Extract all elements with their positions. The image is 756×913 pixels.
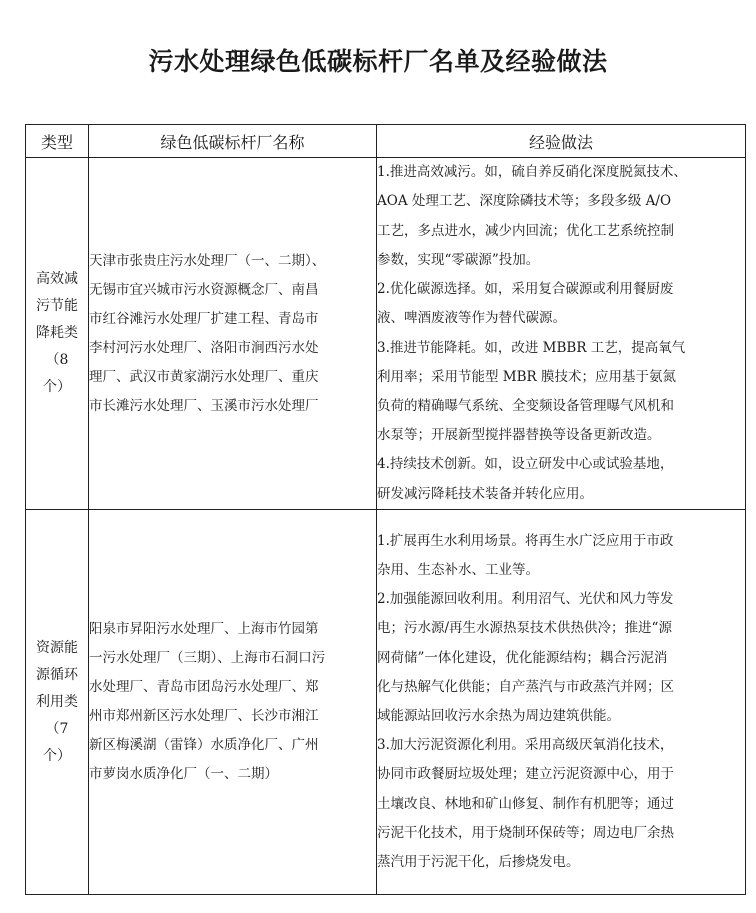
plant-line: 水处理厂、青岛市团岛污水处理厂、郑 — [89, 679, 319, 695]
plants-cell — [89, 158, 377, 510]
plants-cell — [89, 510, 377, 895]
type-line: 资源能 — [36, 639, 78, 656]
method-line: 负荷的精确曝气系统、全变频设备管理曝气风机和 — [377, 397, 674, 414]
type-line: 利用类 — [36, 693, 78, 710]
method-line: 2.加强能源回收利用。利用沼气、光伏和风力等发 — [377, 591, 674, 608]
method-line: 化与热解气化供能；自产蒸汽与市政蒸汽并网；区 — [377, 678, 674, 695]
plant-line: 阳泉市昇阳污水处理厂、上海市竹园第 — [89, 621, 319, 637]
plant-line: 新区梅溪湖（雷锋）水质净化厂、广州 — [89, 737, 319, 753]
table-row — [26, 158, 746, 510]
type-line: 源循环 — [36, 666, 78, 683]
method-line: 4.持续技术创新。如，设立研发中心或试验基地， — [377, 456, 674, 473]
plant-line: 市长滩污水处理厂、玉溪市污水处理厂 — [89, 397, 319, 414]
method-line: 1.扩展再生水利用场景。将再生水广泛应用于市政 — [377, 532, 674, 549]
plant-line: 市红谷滩污水处理厂扩建工程、青岛市 — [89, 310, 319, 327]
method-line: 网荷储”一体化建设，优化能源结构；耦合污泥消 — [377, 649, 668, 666]
method-line: 1.推进高效减污。如，硫自养反硝化深度脱氮技术、 — [377, 164, 687, 181]
page-title: 污水处理绿色低碳标杆厂名单及经验做法 — [148, 47, 608, 76]
method-line: 污泥干化技术，用于烧制环保砖等；周边电厂余热 — [377, 824, 674, 841]
type-line: （7 — [45, 720, 69, 737]
method-line: 域能源站回收污水余热为周边建筑供能。 — [377, 708, 620, 724]
type-cell — [26, 510, 89, 895]
method-line: 2.优化碳源选择。如，采用复合碳源或利用餐厨废 — [377, 281, 674, 298]
plant-line: 理厂、武汉市黄家湖污水处理厂、重庆 — [89, 368, 319, 385]
plant-line: 天津市张贵庄污水处理厂（一、二期）、 — [89, 252, 326, 269]
plant-line: 无锡市宜兴城市污水资源概念厂、南昌 — [89, 281, 319, 298]
method-line: 电；污水源/再生水源热泵技术供热供冷；推进“源 — [377, 620, 672, 637]
type-line: 高效减 — [36, 271, 78, 287]
plant-list-table — [25, 124, 746, 895]
table-row — [26, 510, 746, 895]
plant-line: 市萝岗水质净化厂（一、二期） — [89, 766, 278, 782]
type-cell — [26, 158, 89, 510]
type-line: （8 — [45, 352, 69, 368]
method-line: 水泵等；开展新型搅拌器替换等设备更新改造。 — [377, 427, 661, 444]
method-line: 工艺，多点进水，减少内回流；优化工艺系统控制 — [377, 222, 674, 239]
method-line: 液、啤酒废液等作为替代碳源。 — [377, 310, 566, 327]
type-line: 降耗类 — [36, 325, 78, 341]
method-line: 利用率；采用节能型 MBR 膜技术；应用基于氨氮 — [377, 368, 676, 385]
type-line: 个） — [43, 379, 71, 395]
method-line: 土壤改良、林地和矿山修复、制作有机肥等；通过 — [377, 795, 674, 812]
method-line: 3.加大污泥资源化利用。采用高级厌氧消化技术， — [377, 737, 674, 754]
method-line: AOA 处理工艺、深度除磷技术等；多段多级 A/O — [377, 193, 672, 210]
method-cell — [377, 510, 746, 895]
method-line: 蒸汽用于污泥干化，后掺烧发电。 — [377, 854, 580, 871]
header-plant-name: 绿色低碳标杆厂名称 — [89, 125, 377, 158]
table-header-row — [26, 125, 746, 158]
type-line: 污节能 — [36, 298, 78, 314]
plant-line: 李村河污水处理厂、洛阳市涧西污水处 — [89, 339, 319, 356]
method-line: 研发减污降耗技术装备并转化应用。 — [377, 485, 593, 502]
method-line: 杂用、生态补水、工业等。 — [377, 561, 539, 578]
method-line: 协同市政餐厨垃圾处理；建立污泥资源中心，用于 — [377, 766, 674, 783]
method-line: 3.推进节能降耗。如，改进 MBBR 工艺，提高氧气 — [377, 339, 686, 356]
header-experience: 经验做法 — [377, 125, 746, 158]
method-cell — [377, 158, 746, 510]
type-line: 个） — [43, 747, 71, 764]
plant-line: 州市郑州新区污水处理厂、长沙市湘江 — [89, 708, 319, 724]
plant-line: 一污水处理厂（三期）、上海市石洞口污 — [89, 650, 326, 666]
header-type: 类型 — [26, 125, 89, 158]
method-line: 参数，实现“零碳源”投加。 — [377, 251, 540, 268]
